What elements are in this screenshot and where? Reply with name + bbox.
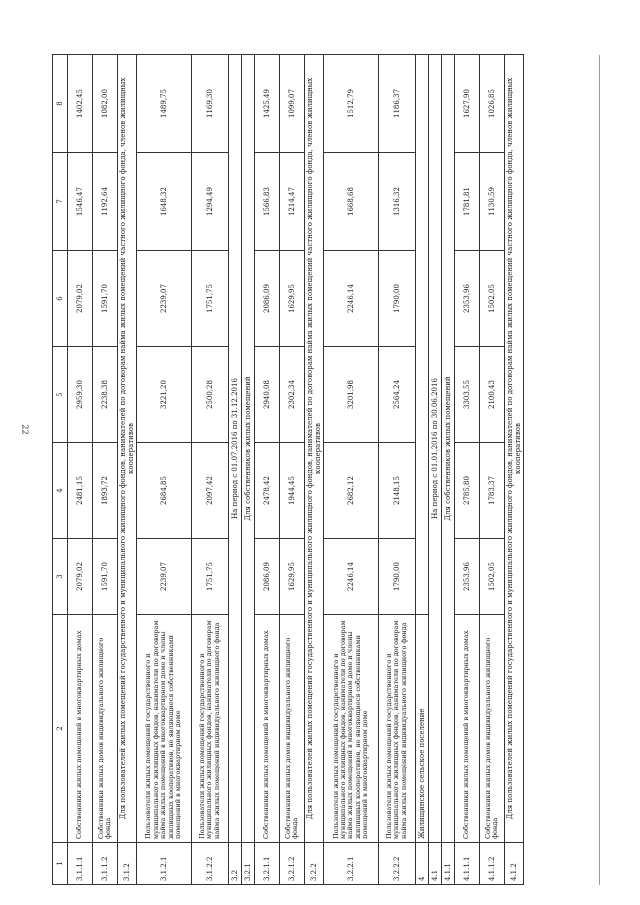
table-row: [455, 55, 480, 885]
header-cell: 3: [53, 539, 68, 615]
table-row: [505, 55, 524, 885]
value-cell: 2684,85: [137, 443, 192, 539]
value-cell: 1790,00: [379, 251, 416, 347]
row-code: 3.2.1.2: [280, 843, 305, 885]
header-cell: 7: [53, 153, 68, 251]
value-cell: 1751,75: [192, 539, 229, 615]
value-cell: 1783,37: [480, 443, 505, 539]
row-code: 3.1.1.1: [68, 843, 93, 885]
value-cell: 1026,85: [480, 55, 505, 153]
value-cell: 2086,09: [255, 251, 280, 347]
row-description: Пользователи жилых помещений государственного и муниципального жилищных фондов, наниматели по договорам найма жилых помещений индивидуального жилищного фонда: [192, 615, 229, 843]
row-description: Собственники жилых домов индивидуального жилищного фонда: [480, 615, 505, 843]
value-cell: 2500,28: [192, 347, 229, 443]
value-cell: 2086,09: [255, 539, 280, 615]
value-cell: 2246,14: [324, 539, 379, 615]
row-code: 3.1.2.1: [137, 843, 192, 885]
value-cell: 1294,49: [192, 153, 229, 251]
table-row: [379, 55, 416, 885]
value-cell: 2478,42: [255, 443, 280, 539]
value-cell: 1591,70: [93, 251, 118, 347]
header-cell: 1: [53, 843, 68, 885]
row-description: Собственники жилых домов индивидуального жилищного фонда: [93, 615, 118, 843]
value-cell: 1502,05: [480, 251, 505, 347]
header-cell: 5: [53, 347, 68, 443]
value-cell: 2246,14: [324, 251, 379, 347]
value-cell: 1425,49: [255, 55, 280, 153]
page-number: 22: [20, 424, 30, 435]
table-row: [429, 55, 442, 885]
section-heading: Для пользователей жилых помещений государственного и муниципального жилищного фондов, нанимателей по договорам найма жилых помещений частного жилищного фонда, членов жилищных кооперативов: [118, 55, 137, 843]
value-cell: 1402,45: [68, 55, 93, 153]
section-heading: На период с 01.07.2016 по 31.12.2016: [229, 55, 242, 843]
row-description: Собственники жилых домов индивидуального жилищного фонда: [280, 615, 305, 843]
row-description: Собственники жилых помещений в многоквартирных домах: [68, 615, 93, 843]
value-cell: 2959,30: [68, 347, 93, 443]
value-cell: 1627,90: [455, 55, 480, 153]
table-row: [442, 55, 455, 885]
value-cell: 1629,95: [280, 251, 305, 347]
value-cell: 1489,75: [137, 55, 192, 153]
value-cell: 2785,80: [455, 443, 480, 539]
value-cell: 2353,96: [455, 539, 480, 615]
row-code: 3.2.1: [242, 843, 255, 885]
value-cell: 3303,55: [455, 347, 480, 443]
row-description: Собственники жилых помещений в многоквартирных домах: [255, 615, 280, 843]
table-row: [416, 55, 429, 885]
header-cell: 2: [53, 615, 68, 843]
value-cell: 1546,47: [68, 153, 93, 251]
table-row: [480, 55, 505, 885]
tariff-table: [52, 54, 524, 885]
row-code: 4.1.1: [442, 843, 455, 885]
value-cell: 3221,20: [137, 347, 192, 443]
value-cell: 1316,32: [379, 153, 416, 251]
table-row: [324, 55, 379, 885]
row-code: 3.2: [229, 843, 242, 885]
row-description: Жилищинское сельское поселение: [416, 615, 429, 843]
header-row: [53, 55, 68, 885]
value-cell: 1566,83: [255, 153, 280, 251]
value-cell: 2079,02: [68, 251, 93, 347]
tariff-table-rotated: [52, 55, 592, 885]
row-code: 4.1.1.2: [480, 843, 505, 885]
table-row: [305, 55, 324, 885]
value-cell: 1512,79: [324, 55, 379, 153]
value-cell: 1130,59: [480, 153, 505, 251]
row-code: 4: [416, 843, 429, 885]
row-code: 3.2.2: [305, 843, 324, 885]
value-cell: 2238,38: [93, 347, 118, 443]
table-row: [242, 55, 255, 885]
row-code: 3.2.1.1: [255, 843, 280, 885]
value-cell: 2940,08: [255, 347, 280, 443]
table-body: [53, 55, 524, 885]
value-cell: 1751,75: [192, 251, 229, 347]
section-heading: Для собственников жилых помещений: [442, 55, 455, 843]
row-code: 4.1.2: [505, 843, 524, 885]
row-code: 3.1.2: [118, 843, 137, 885]
row-code: 3.1.1.2: [93, 843, 118, 885]
value-cell: 1668,68: [324, 153, 379, 251]
value-cell: 1186,37: [379, 55, 416, 153]
value-cell: 1790,00: [379, 539, 416, 615]
value-cell: 2100,43: [480, 347, 505, 443]
empty-cell: [416, 55, 429, 615]
value-cell: 1893,72: [93, 443, 118, 539]
row-description: Пользователи жилых помещений государственного и муниципального жилищных фондов, наниматели по договорам найма жилых помещений в многоквартирном доме и члены жилищных кооперативов, не являющиеся собственниками помещений в многоквартирном доме: [324, 615, 379, 843]
row-description: Собственники жилых помещений в многоквартирных домах: [455, 615, 480, 843]
value-cell: 2481,15: [68, 443, 93, 539]
section-heading: Для пользователей жилых помещений государственного и муниципального жилищного фондов, нанимателей по договорам найма жилых помещений частного жилищного фонда, членов жилищных кооперативов: [305, 55, 324, 843]
section-heading: На период с 01.01.2016 по 30.06.2016: [429, 55, 442, 843]
section-heading: Для собственников жилых помещений: [242, 55, 255, 843]
row-code: 3.2.2.1: [324, 843, 379, 885]
value-cell: 1099,07: [280, 55, 305, 153]
row-code: 3.2.2.2: [379, 843, 416, 885]
value-cell: 2682,12: [324, 443, 379, 539]
value-cell: 1214,47: [280, 153, 305, 251]
table-row: [192, 55, 229, 885]
value-cell: 3201,98: [324, 347, 379, 443]
table-row: [93, 55, 118, 885]
value-cell: 1082,00: [93, 55, 118, 153]
header-cell: 6: [53, 251, 68, 347]
row-description: Пользователи жилых помещений государственного и муниципального жилищных фондов, наниматели по договорам найма жилых помещений в многоквартирном доме и члены жилищных кооперативов, не являющиеся собственниками помещений в многоквартирном доме: [137, 615, 192, 843]
value-cell: 2148,15: [379, 443, 416, 539]
value-cell: 2097,42: [192, 443, 229, 539]
row-description: Пользователи жилых помещений государственного и муниципального жилищных фондов, наниматели по договорам найма жилых помещений индивидуального жилищного фонда: [379, 615, 416, 843]
row-code: 3.1.2.2: [192, 843, 229, 885]
value-cell: 1169,30: [192, 55, 229, 153]
value-cell: 1781,81: [455, 153, 480, 251]
value-cell: 2239,07: [137, 251, 192, 347]
value-cell: 1192,64: [93, 153, 118, 251]
table-row: [280, 55, 305, 885]
value-cell: 1502,05: [480, 539, 505, 615]
value-cell: 2564,24: [379, 347, 416, 443]
value-cell: 1591,70: [93, 539, 118, 615]
value-cell: 1629,95: [280, 539, 305, 615]
value-cell: 2302,34: [280, 347, 305, 443]
table-row: [68, 55, 93, 885]
value-cell: 2239,07: [137, 539, 192, 615]
row-code: 4.1: [429, 843, 442, 885]
table-row: [229, 55, 242, 885]
bottom-rule: [599, 55, 600, 885]
value-cell: 1648,32: [137, 153, 192, 251]
header-cell: 8: [53, 55, 68, 153]
value-cell: 2079,02: [68, 539, 93, 615]
value-cell: 2353,96: [455, 251, 480, 347]
table-row: [255, 55, 280, 885]
section-heading: Для пользователей жилых помещений государственного и муниципального жилищного фондов, нанимателей по договорам найма жилых помещений частного жилищного фонда, членов жилищных кооперативов: [505, 55, 524, 843]
table-row: [137, 55, 192, 885]
value-cell: 1944,45: [280, 443, 305, 539]
row-code: 4.1.1.1: [455, 843, 480, 885]
header-cell: 4: [53, 443, 68, 539]
table-row: [118, 55, 137, 885]
